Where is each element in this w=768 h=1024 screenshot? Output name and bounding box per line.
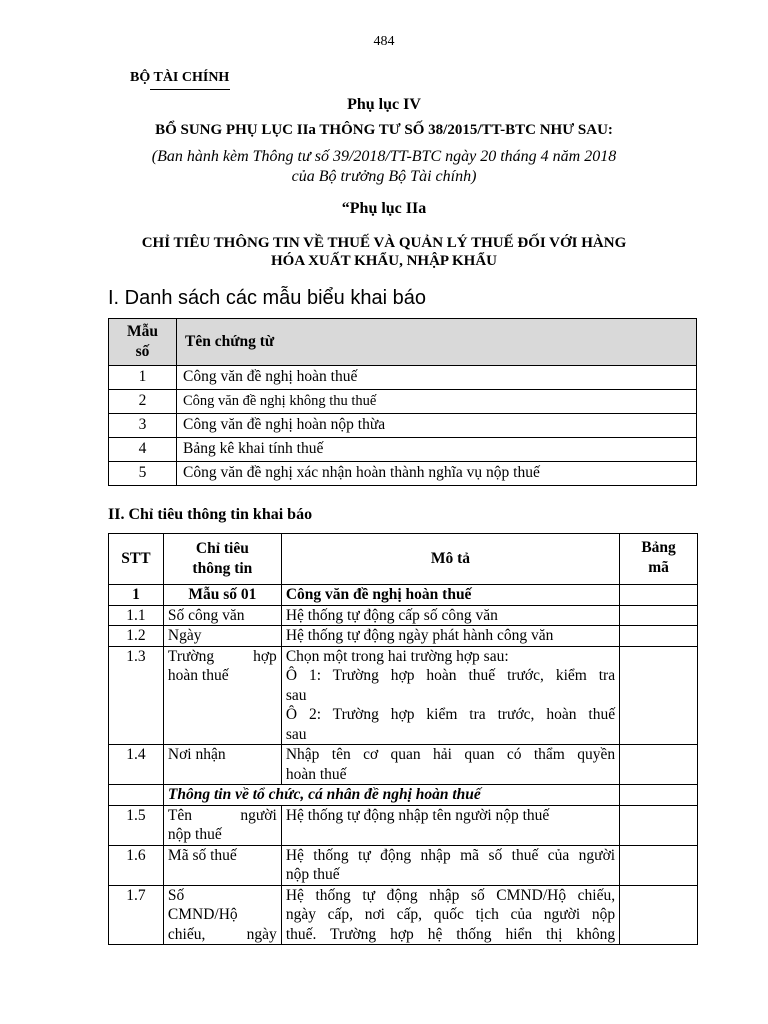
column-header-description: Mô tả bbox=[281, 534, 619, 585]
criterion-cell: Ngày bbox=[163, 626, 281, 647]
header-text: thông tin bbox=[192, 560, 253, 577]
stt-cell bbox=[109, 785, 164, 806]
table-row bbox=[109, 366, 697, 390]
issued-note bbox=[100, 147, 668, 187]
description-line: sau bbox=[285, 686, 307, 704]
table-row bbox=[109, 390, 697, 414]
table-header-row bbox=[109, 534, 698, 585]
issued-note-line: của Bộ trưởng Bộ Tài chính) bbox=[291, 168, 477, 185]
column-header-document-name: Tên chứng từ bbox=[177, 319, 697, 366]
description-cell: Công văn đề nghị hoàn thuế bbox=[281, 585, 619, 606]
description-cell: Hệ thống tự động ngày phát hành công văn bbox=[281, 626, 619, 647]
stt-cell: 1.6 bbox=[109, 845, 164, 885]
description-line: Hệ thống tự động nhập số CMND/Hộ chiếu, bbox=[285, 886, 616, 904]
description-line: hoàn thuế bbox=[285, 765, 347, 783]
stt-cell: 1.4 bbox=[109, 745, 164, 785]
criterion-line: Tên người bbox=[167, 806, 277, 824]
criterion-cell: Mã số thuế bbox=[163, 845, 281, 885]
code-table-cell bbox=[620, 646, 698, 745]
section-1-heading: I. Danh sách các mẫu biểu khai báo bbox=[108, 287, 426, 309]
description-line: ngày cấp, nơi cấp, quốc tịch của người nộp bbox=[285, 906, 616, 923]
stt-cell: 1.3 bbox=[109, 646, 164, 745]
ministry-name: BỘ TÀI CHÍNH bbox=[130, 70, 230, 85]
description-cell bbox=[281, 885, 619, 945]
criterion-cell bbox=[163, 646, 281, 745]
table-row bbox=[109, 845, 698, 885]
table-row bbox=[109, 605, 698, 626]
code-table-cell bbox=[620, 885, 698, 945]
criterion-line: Số bbox=[167, 886, 185, 904]
form-no-cell: 5 bbox=[109, 462, 177, 486]
issued-note-line: (Ban hành kèm Thông tư số 39/2018/TT-BTC ngày 20 tháng 4 năm 2018 bbox=[151, 148, 617, 165]
stt-cell: 1.2 bbox=[109, 626, 164, 647]
description-cell bbox=[281, 646, 619, 745]
description-line: Hệ thống tự động nhập mã số thuế của người bbox=[285, 846, 616, 864]
form-no-cell: 1 bbox=[109, 366, 177, 390]
table-row bbox=[109, 414, 697, 438]
column-header-code-table bbox=[620, 534, 698, 585]
code-table-cell bbox=[620, 805, 698, 845]
document-name-cell: Công văn đề nghị hoàn thuế bbox=[177, 366, 697, 390]
description-line: thuế. Trường hợp hệ thống hiển thị không bbox=[285, 925, 616, 943]
code-table-cell bbox=[620, 626, 698, 647]
criterion-line: chiếu, ngày bbox=[167, 925, 277, 943]
criterion-line: nộp thuế bbox=[167, 826, 222, 843]
criterion-line: CMND/Hộ bbox=[167, 906, 238, 923]
criteria-title bbox=[110, 234, 658, 270]
ministry-underline bbox=[150, 89, 230, 90]
criterion-cell bbox=[163, 885, 281, 945]
column-header-criterion bbox=[163, 534, 281, 585]
description-cell bbox=[281, 845, 619, 885]
stt-cell: 1 bbox=[109, 585, 164, 606]
stt-cell: 1.7 bbox=[109, 885, 164, 945]
table-row bbox=[109, 745, 698, 785]
criterion-line: hoàn thuế bbox=[167, 667, 229, 684]
code-table-cell bbox=[620, 745, 698, 785]
header-text: Mẫu bbox=[127, 323, 158, 340]
stt-cell: 1.5 bbox=[109, 805, 164, 845]
header-text: Chỉ tiêu bbox=[195, 540, 249, 557]
description-line: Chọn một trong hai trường hợp sau: bbox=[285, 647, 509, 665]
table-row bbox=[109, 626, 698, 647]
page-number: 484 bbox=[373, 34, 395, 49]
supplement-title: BỔ SUNG PHỤ LỤC IIa THÔNG TƯ SỐ 38/2015/TT-BTC NHƯ SAU: bbox=[155, 122, 613, 138]
code-table-cell bbox=[620, 845, 698, 885]
description-cell bbox=[281, 745, 619, 785]
table-row bbox=[109, 885, 698, 945]
description-line: Ô 2: Trường hợp kiểm tra trước, hoàn thuế bbox=[285, 706, 616, 723]
column-header-form-no bbox=[109, 319, 177, 366]
table-header-row bbox=[109, 319, 697, 366]
code-table-cell bbox=[620, 585, 698, 606]
description-cell: Hệ thống tự động nhập tên người nộp thuế bbox=[281, 805, 619, 845]
table-row bbox=[109, 805, 698, 845]
criterion-cell: Số công văn bbox=[163, 605, 281, 626]
table-row bbox=[109, 646, 698, 745]
appendix-title: Phụ lục IV bbox=[347, 96, 421, 113]
table-row bbox=[109, 438, 697, 462]
description-line: Ô 1: Trường hợp hoàn thuế trước, kiểm tra bbox=[285, 667, 616, 684]
form-no-cell: 2 bbox=[109, 390, 177, 414]
description-cell: Hệ thống tự động cấp số công văn bbox=[281, 605, 619, 626]
subsection-heading: Thông tin về tổ chức, cá nhân đề nghị hoàn thuế bbox=[163, 785, 619, 806]
table-row bbox=[109, 462, 697, 486]
document-name-cell: Công văn đề nghị hoàn nộp thừa bbox=[177, 414, 697, 438]
criterion-line: Trường hợp bbox=[167, 647, 277, 665]
table-subsection-row bbox=[109, 785, 698, 806]
forms-table bbox=[108, 318, 697, 486]
stt-cell: 1.1 bbox=[109, 605, 164, 626]
sub-appendix-title: “Phụ lục IIa bbox=[341, 200, 427, 217]
code-table-cell bbox=[620, 605, 698, 626]
criteria-title-line: HÓA XUẤT KHẨU, NHẬP KHẨU bbox=[271, 253, 497, 269]
description-line: Nhập tên cơ quan hải quan có thẩm quyền bbox=[285, 746, 616, 763]
description-line: sau bbox=[285, 725, 307, 743]
criteria-title-line: CHỈ TIÊU THÔNG TIN VỀ THUẾ VÀ QUẢN LÝ THUẾ ĐỐI VỚI HÀNG bbox=[141, 235, 627, 251]
document-name-cell: Công văn đề nghị không thu thuế bbox=[177, 390, 697, 414]
criterion-cell bbox=[163, 805, 281, 845]
criterion-cell: Mẫu số 01 bbox=[163, 585, 281, 606]
criterion-cell: Nơi nhận bbox=[163, 745, 281, 785]
column-header-stt: STT bbox=[109, 534, 164, 585]
header-text: số bbox=[135, 343, 150, 360]
form-no-cell: 3 bbox=[109, 414, 177, 438]
table-row bbox=[109, 585, 698, 606]
header-text: Bảng bbox=[641, 539, 676, 556]
section-2-heading: II. Chỉ tiêu thông tin khai báo bbox=[108, 506, 313, 523]
document-name-cell: Công văn đề nghị xác nhận hoàn thành nghĩa vụ nộp thuế bbox=[177, 462, 697, 486]
header-text: mã bbox=[648, 559, 669, 576]
criteria-table bbox=[108, 533, 698, 945]
document-name-cell: Bảng kê khai tính thuế bbox=[177, 438, 697, 462]
code-table-cell bbox=[620, 785, 698, 806]
description-line: nộp thuế bbox=[285, 866, 340, 883]
form-no-cell: 4 bbox=[109, 438, 177, 462]
